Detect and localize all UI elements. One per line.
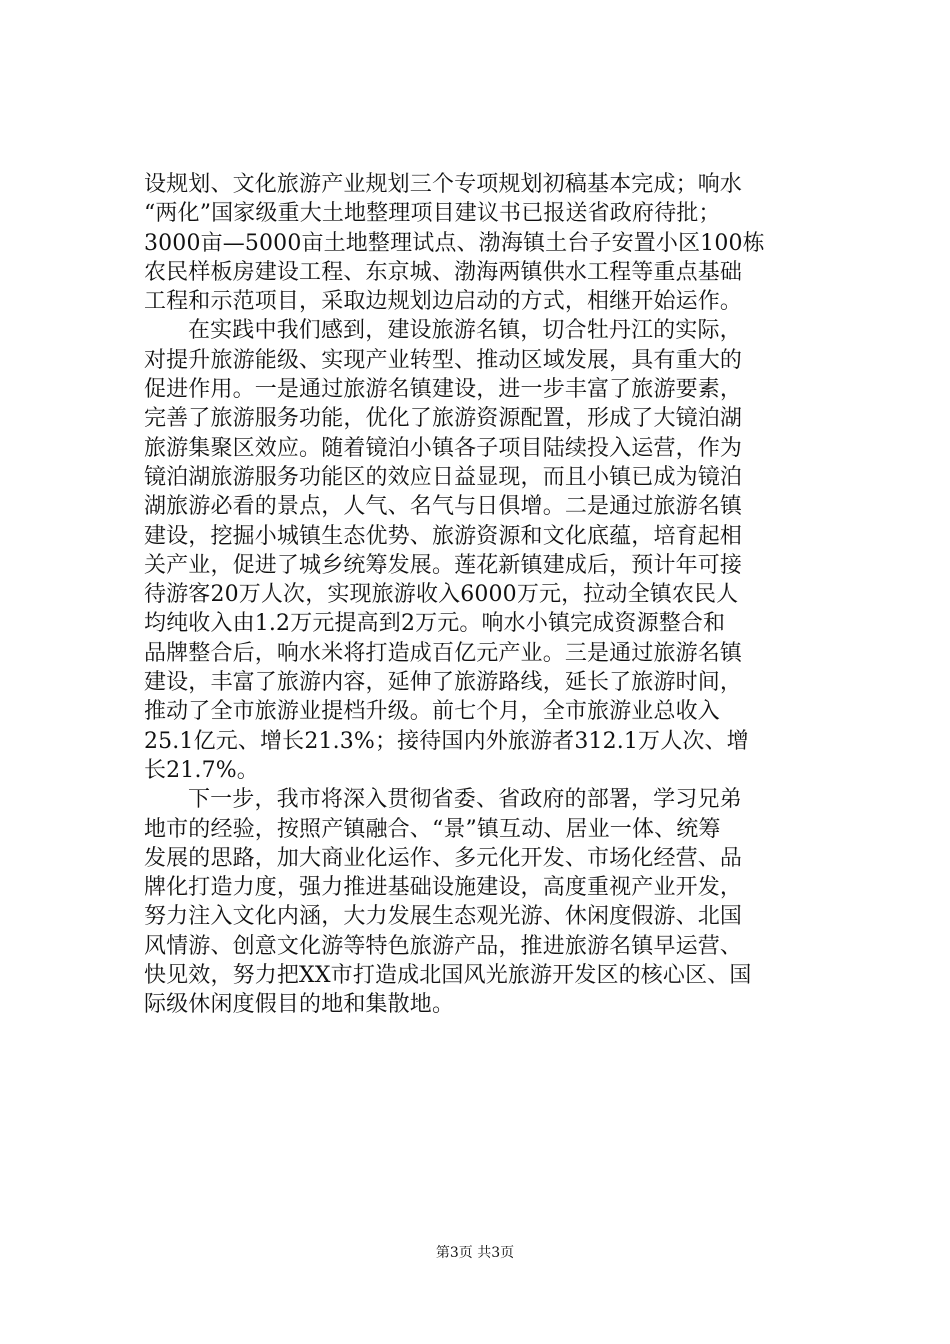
- text-line: 际级休闲度假目的地和集散地。: [144, 992, 455, 1018]
- paragraph-first-line: 在实践中我们感到，建设旅游名镇，切合牡丹江的实际，: [188, 318, 742, 344]
- text-line: 关产业，促进了城乡统筹发展。莲花新镇建成后，预计年可接: [144, 552, 743, 578]
- text-line: 旅游集聚区效应。随着镜泊小镇各子项目陆续投入运营，作为: [144, 435, 743, 461]
- text-line: 长21.7%。: [144, 757, 259, 783]
- text-line: 牌化打造力度，强力推进基础设施建设，高度重视产业开发，: [144, 875, 743, 901]
- text-line: 工程和示范项目，采取边规划边启动的方式，相继开始运作。: [144, 289, 743, 315]
- text-line: 促进作用。一是通过旅游名镇建设，进一步丰富了旅游要素，: [144, 377, 743, 403]
- text-line: 均纯收入由1.2万元提高到2万元。响水小镇完成资源整合和: [144, 611, 726, 637]
- text-line: 发展的思路，加大商业化运作、多元化开发、市场化经营、品: [144, 845, 743, 871]
- text-line: 待游客20万人次，实现旅游收入6000万元，拉动全镇农民人: [144, 582, 739, 608]
- text-line: 镜泊湖旅游服务功能区的效应日益显现，而且小镇已成为镜泊: [144, 464, 743, 490]
- text-line: 努力注入文化内涵，大力发展生态观光游、休闲度假游、北国: [144, 904, 743, 930]
- text-line: 品牌整合后，响水米将打造成百亿元产业。三是通过旅游名镇: [144, 640, 743, 666]
- text-line: 建设，丰富了旅游内容，延伸了旅游路线，延长了旅游时间，: [144, 670, 743, 696]
- text-line: “两化”国家级重大土地整理项目建议书已报送省政府待批；: [144, 201, 721, 227]
- text-line: 25.1亿元、增长21.3%；接待国内外旅游者312.1万人次、增: [144, 728, 749, 754]
- page-number-footer: 第3页 共3页: [435, 1245, 515, 1261]
- text-line: 农民样板房建设工程、东京城、渤海两镇供水工程等重点基础: [144, 259, 743, 285]
- paragraph-first-line: 下一步，我市将深入贯彻省委、省政府的部署，学习兄弟: [188, 787, 742, 813]
- text-line: 湖旅游必看的景点，人气、名气与日俱增。二是通过旅游名镇: [144, 494, 743, 520]
- text-line: 3000亩—5000亩土地整理试点、渤海镇土台子安置小区100栋: [144, 230, 765, 256]
- text-line: 推动了全市旅游业提档升级。前七个月，全市旅游业总收入: [144, 699, 720, 725]
- body-text: [144, 170, 806, 1020]
- text-line: 地市的经验，按照产镇融合、“景”镇互动、居业一体、统筹: [144, 816, 721, 842]
- text-line: 建设，挖掘小城镇生态优势、旅游资源和文化底蕴，培育起相: [144, 523, 743, 549]
- text-line: 对提升旅游能级、实现产业转型、推动区域发展，具有重大的: [144, 347, 743, 373]
- text-line: 完善了旅游服务功能，优化了旅游资源配置，形成了大镜泊湖: [144, 406, 743, 432]
- text-line: 设规划、文化旅游产业规划三个专项规划初稿基本完成；响水: [144, 172, 743, 197]
- text-line: 风情游、创意文化游等特色旅游产品，推进旅游名镇早运营、: [144, 933, 743, 959]
- text-line: 快见效，努力把XX市打造成北国风光旅游开发区的核心区、国: [144, 963, 752, 989]
